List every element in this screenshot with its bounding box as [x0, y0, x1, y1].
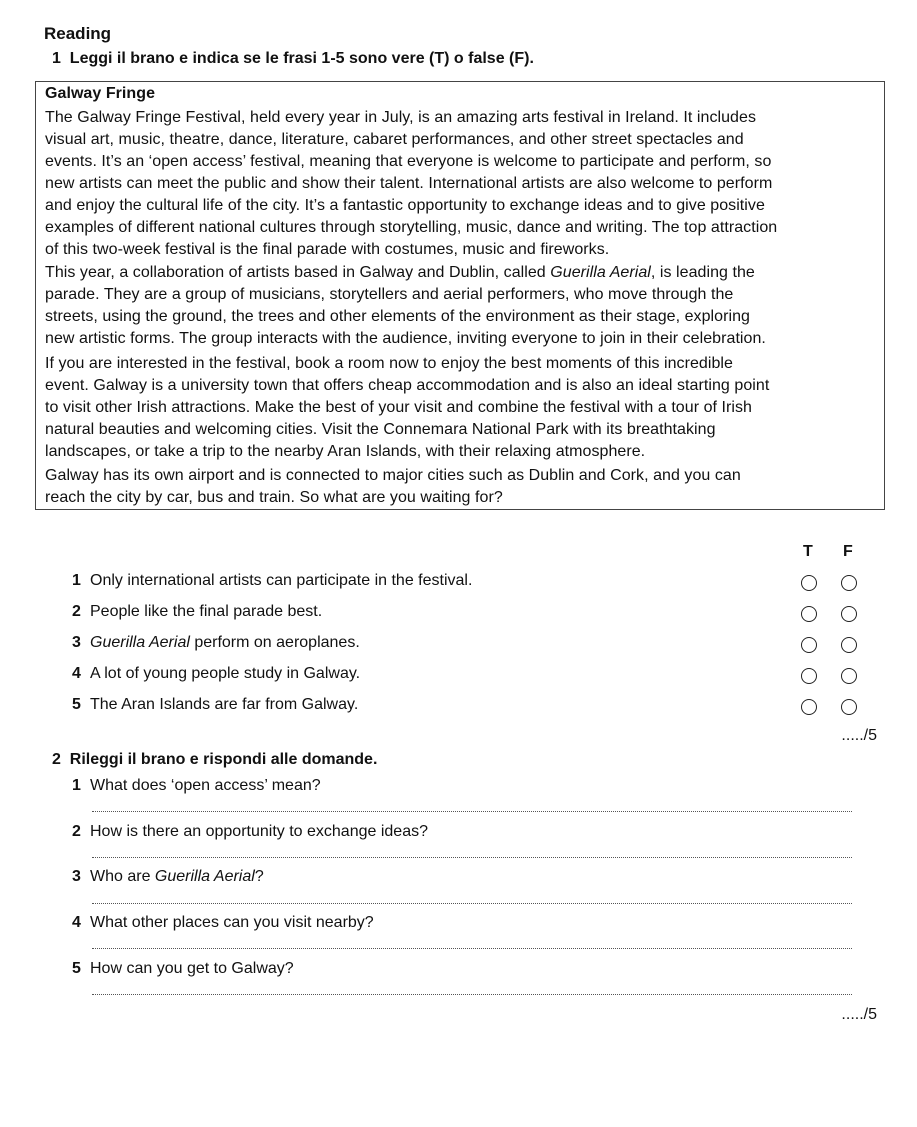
passage-line: Galway has its own airport and is connected to major cities such as Dublin and Cork, and you can: [45, 467, 741, 484]
passage-box: [35, 81, 885, 510]
passage-line: new artists can meet the public and show their talent. International artists are also welcome to perform: [45, 175, 773, 192]
passage-line: landscapes, or take a trip to the nearby Aran Islands, with their relaxing atmosphere.: [45, 443, 646, 460]
column-true-header: T: [803, 543, 813, 560]
question-5: [72, 960, 294, 978]
question-number: 1: [72, 777, 81, 794]
question-text: What other places can you visit nearby?: [90, 914, 374, 931]
question-text: ?: [254, 868, 264, 885]
statement-text: perform on aeroplanes.: [189, 634, 360, 651]
passage-line: and enjoy the cultural life of the city. It’s a fantastic opportunity to exchange ideas and to give positive: [45, 197, 765, 214]
statement-1: [72, 572, 472, 590]
exercise2-number: 2: [52, 751, 61, 768]
passage-title: Galway Fringe: [45, 85, 156, 102]
statement-4-false-radio[interactable]: [841, 668, 857, 684]
statement-number: 4: [72, 665, 81, 682]
statement-text: A lot of young people study in Galway.: [90, 665, 361, 682]
question-number: 2: [72, 823, 81, 840]
question-text: How can you get to Galway?: [90, 960, 294, 977]
question-number: 3: [72, 868, 81, 885]
passage-line: of this two-week festival is the final parade with costumes, music and fireworks.: [45, 241, 610, 258]
answer-line-5[interactable]: [92, 994, 852, 995]
statement-text: The Aran Islands are far from Galway.: [90, 696, 359, 713]
statement-1-true-radio[interactable]: [801, 575, 817, 591]
passage-line-part: , is leading the: [650, 264, 755, 281]
question-3: [72, 868, 264, 886]
statement-5-true-radio[interactable]: [801, 699, 817, 715]
passage-line-part: This year, a collaboration of artists based in Galway and Dublin, called: [45, 264, 551, 281]
question-number: 5: [72, 960, 81, 977]
passage-line: The Galway Fringe Festival, held every year in July, is an amazing arts festival in Ireland. It includes: [45, 109, 756, 126]
statement-3-false-radio[interactable]: [841, 637, 857, 653]
exercise2-score: ...../5: [841, 1006, 877, 1023]
passage-line: visual art, music, theatre, dance, literature, cabaret performances, and other street spectacles and: [45, 131, 744, 148]
statement-number: 5: [72, 696, 81, 713]
passage-line: If you are interested in the festival, book a room now to enjoy the best moments of this incredible: [45, 355, 733, 372]
statement-3: [72, 634, 360, 652]
exercise1-score: ...../5: [841, 727, 877, 744]
question-4: [72, 914, 374, 932]
statement-emphasis: Guerilla Aerial: [90, 634, 190, 651]
answer-line-4[interactable]: [92, 948, 852, 949]
question-number: 4: [72, 914, 81, 931]
question-2: [72, 823, 428, 841]
answer-line-1[interactable]: [92, 811, 852, 812]
passage-line: to visit other Irish attractions. Make the best of your visit and combine the festival with a tour of Irish: [45, 399, 752, 416]
passage-line: events. It’s an ‘open access’ festival, meaning that everyone is welcome to participate and perform, so: [45, 153, 772, 170]
statement-4: [72, 665, 360, 683]
passage-line: reach the city by car, bus and train. So what are you waiting for?: [45, 489, 503, 506]
exercise1-instruction-text: Leggi il brano e indica se le frasi 1-5 sono vere (T) o false (F).: [69, 50, 534, 67]
answer-line-3[interactable]: [92, 903, 852, 904]
statement-1-false-radio[interactable]: [841, 575, 857, 591]
answer-line-2[interactable]: [92, 857, 852, 858]
passage-line: new artistic forms. The group interacts with the audience, inviting everyone to join in their celebration.: [45, 330, 766, 347]
statement-3-true-radio[interactable]: [801, 637, 817, 653]
passage-line: streets, using the ground, the trees and other elements of the environment as their stage, exploring: [45, 308, 750, 325]
passage-line: event. Galway is a university town that offers cheap accommodation and is also an ideal starting point: [45, 377, 770, 394]
passage-line: parade. They are a group of musicians, storytellers and aerial performers, who move through the: [45, 286, 734, 303]
statement-2: [72, 603, 322, 621]
exercise1-instruction: [52, 50, 534, 68]
passage-emphasis: Guerilla Aerial: [550, 264, 651, 281]
column-false-header: F: [843, 543, 853, 560]
statement-2-false-radio[interactable]: [841, 606, 857, 622]
statement-4-true-radio[interactable]: [801, 668, 817, 684]
section-title: Reading: [44, 24, 112, 43]
question-emphasis: Guerilla Aerial: [154, 868, 255, 885]
statement-5-false-radio[interactable]: [841, 699, 857, 715]
passage-line: examples of different national cultures through storytelling, music, dance and writing. The top attraction: [45, 219, 778, 236]
statement-number: 2: [72, 603, 81, 620]
exercise2-instruction-text: Rileggi il brano e rispondi alle domande.: [69, 751, 378, 768]
statement-2-true-radio[interactable]: [801, 606, 817, 622]
exercise1-number: 1: [52, 50, 61, 67]
question-1: [72, 777, 321, 795]
question-text: What does ‘open access’ mean?: [90, 777, 321, 794]
statement-number: 3: [72, 634, 81, 651]
statement-text: Only international artists can participate in the festival.: [90, 572, 473, 589]
statement-number: 1: [72, 572, 81, 589]
statement-text: People like the final parade best.: [90, 603, 323, 620]
question-text: Who are: [90, 868, 155, 885]
statement-5: [72, 696, 358, 714]
exercise2-instruction: [52, 751, 377, 769]
question-text: How is there an opportunity to exchange ideas?: [90, 823, 428, 840]
passage-line: natural beauties and welcoming cities. Visit the Connemara National Park with its breathtaking: [45, 421, 716, 438]
passage-line: [45, 264, 755, 282]
